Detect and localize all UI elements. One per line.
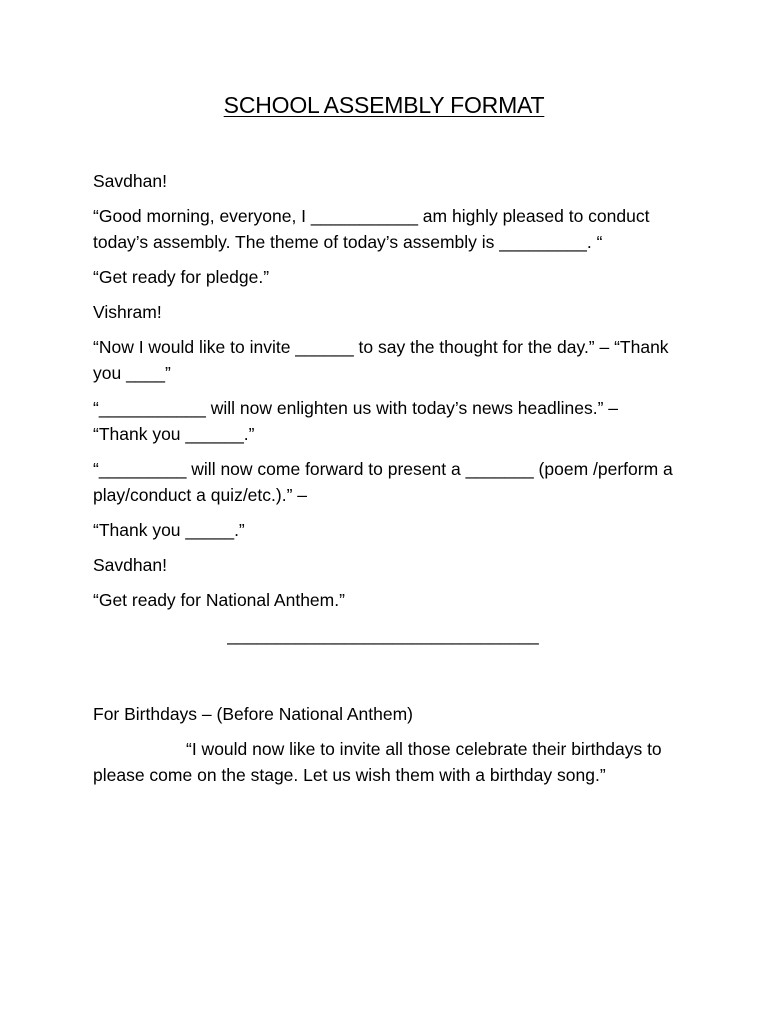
- paragraph-vishram: Vishram!: [93, 302, 162, 322]
- paragraph-news-headlines: “___________ will now enlighten us with today’s news headlines.” – “Thank you ______.”: [93, 398, 619, 444]
- paragraph-savdhan-2: Savdhan!: [93, 555, 167, 575]
- paragraph-thought-for-day: “Now I would like to invite ______ to say the thought for the day.” – “Thank you ____”: [93, 337, 669, 383]
- blank-space: [93, 657, 673, 701]
- paragraph-greeting: “Good morning, everyone, I ___________ am highly pleased to conduct today’s assembly. The theme of today’s assembly is _________. “: [93, 206, 650, 252]
- paragraph-savdhan-1: Savdhan!: [93, 171, 167, 191]
- paragraph-national-anthem: “Get ready for National Anthem.”: [93, 590, 345, 610]
- paragraph-thank-you: “Thank you _____.”: [93, 520, 245, 540]
- document-title: SCHOOL ASSEMBLY FORMAT: [223, 92, 545, 118]
- paragraph-presentation: “_________ will now come forward to present a _______ (poem /perform a play/conduct a quiz/etc.).” –: [93, 459, 673, 505]
- birthday-heading: For Birthdays – (Before National Anthem): [93, 704, 414, 724]
- birthday-text: “I would now like to invite all those celebrate their birthdays to please come on the stage. Let us wish them with a birthday song.”: [93, 739, 662, 785]
- paragraph-pledge: “Get ready for pledge.”: [93, 267, 270, 287]
- document-body: [93, 168, 673, 797]
- separator-line: ________________________________: [227, 625, 539, 645]
